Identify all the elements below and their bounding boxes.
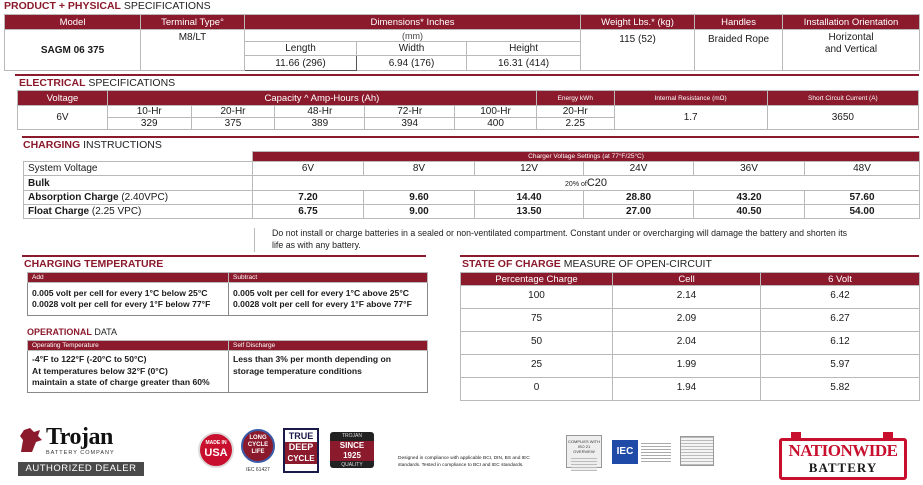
trojan-horse-icon (18, 426, 44, 454)
header-length: Length (245, 42, 357, 56)
energy-value: 2.25 (536, 118, 614, 130)
cell-length: 11.66 (296) (245, 56, 357, 71)
warning-divider (254, 228, 256, 252)
cell-voltage: 6V (18, 106, 108, 130)
section-title-state-of-charge: STATE OF CHARGE MEASURE OF OPEN-CIRCUIT (462, 258, 712, 270)
true-deep-cycle-badge: TRUE DEEP CYCLE (283, 428, 319, 473)
since-1925-badge: TROJAN SINCE 1925 QUALITY (330, 432, 374, 468)
absorption-24v: 28.80 (584, 191, 694, 205)
rate-100hr: 100-Hr (455, 106, 537, 118)
header-add: Add (28, 273, 229, 283)
header-width: Width (357, 42, 467, 56)
battery-council-badge (641, 442, 671, 462)
authorized-dealer-banner: AUTHORIZED DEALER (18, 462, 144, 476)
cell-subtract: 0.005 volt per cell for every 1°C above 25°C 0.0028 volt per cell for every 1°F above 77°F (229, 283, 428, 316)
operational-table (27, 340, 428, 393)
cell-add: 0.005 volt per cell for every 1°C below 25°C 0.0028 volt per cell for every 1°F below 77°F (28, 283, 229, 316)
trojan-certification-badge (680, 436, 714, 466)
cell-resistance: 1.7 (614, 106, 767, 130)
rate-72hr: 72-Hr (365, 106, 455, 118)
capacity-48hr: 389 (275, 118, 365, 130)
float-48v: 54.00 (805, 205, 920, 219)
label-bulk: Bulk (24, 176, 253, 191)
header-voltage: Voltage (18, 91, 108, 106)
rate-10hr: 10-Hr (107, 106, 191, 118)
header-capacity: Capacity ^ Amp-Hours (Ah) (107, 91, 536, 106)
system-voltage-8v: 8V (364, 162, 475, 176)
header-6volt: 6 Volt (761, 273, 920, 286)
system-voltage-12v: 12V (475, 162, 584, 176)
cell-orientation: Horizontal and Vertical (783, 30, 920, 71)
cell-height: 16.31 (414) (467, 56, 581, 71)
charging-warning: Do not install or charge batteries in a sealed or non-ventilated compartment. Constant under or overcharging will damage the battery and shorten its life as with any battery. (272, 228, 848, 250)
system-voltage-36v: 36V (694, 162, 805, 176)
label-absorption: Absorption Charge (2.40VPC) (24, 191, 253, 205)
divider-charging-temp (22, 255, 426, 257)
system-voltage-48v: 48V (805, 162, 920, 176)
cell-handles: Braided Rope (695, 30, 783, 71)
cell-weight: 115 (52) (581, 30, 695, 71)
soc-6volt: 6.27 (761, 309, 920, 332)
cell-short-circuit: 3650 (767, 106, 918, 130)
float-8v: 9.00 (364, 205, 475, 219)
soc-6volt: 5.82 (761, 378, 920, 401)
header-resistance: Internal Resistance (mΩ) (614, 91, 767, 106)
soc-percent: 0 (461, 378, 613, 401)
label-system-voltage: System Voltage (24, 162, 253, 176)
bulk-value: 20% ofC20 (253, 176, 920, 191)
cell-terminal: M8/LT (141, 30, 245, 71)
header-cell: Cell (613, 273, 761, 286)
header-self-discharge: Self Discharge (229, 341, 428, 351)
soc-cell: 2.09 (613, 309, 761, 332)
soc-6volt: 5.97 (761, 355, 920, 378)
soc-6volt: 6.42 (761, 286, 920, 309)
soc-percent: 100 (461, 286, 613, 309)
soc-percent: 25 (461, 355, 613, 378)
system-voltage-24v: 24V (584, 162, 694, 176)
trojan-sub: BATTERY COMPANY (46, 450, 115, 456)
made-in-usa-badge: MADE IN USA (198, 432, 234, 468)
header-dimensions: Dimensions* Inches (245, 15, 581, 30)
energy-rate: 20-Hr (536, 106, 614, 118)
section-title-charging: CHARGING INSTRUCTIONS (23, 139, 162, 151)
label-float: Float Charge (2.25 VPC) (24, 205, 253, 219)
section-title-charging-temp: CHARGING TEMPERATURE (24, 258, 164, 270)
header-energy: Energy kWh (536, 91, 614, 106)
dimensions-unit: (mm) (245, 30, 581, 42)
divider-charging (22, 136, 919, 138)
absorption-48v: 57.60 (805, 191, 920, 205)
header-orientation: Installation Orientation (783, 15, 920, 30)
soc-6volt: 6.12 (761, 332, 920, 355)
float-12v: 13.50 (475, 205, 584, 219)
trojan-logo (18, 426, 146, 478)
soc-percent: 75 (461, 309, 613, 332)
header-height: Height (467, 42, 581, 56)
rate-48hr: 48-Hr (275, 106, 365, 118)
cell-operating-temp: -4°F to 122°F (-20°C to 50°C) At temperatures below 32°F (0°C) maintain a state of charge greater than 60% (28, 351, 229, 393)
header-percentage: Percentage Charge (461, 273, 613, 286)
soc-percent: 50 (461, 332, 613, 355)
product-table (4, 14, 920, 71)
capacity-20hr: 375 (191, 118, 275, 130)
iso-compliance-badge: COMPLIES WITH ISO 21 OVERVIEW (566, 435, 602, 468)
header-operating-temp: Operating Temperature (28, 341, 229, 351)
section-title-operational: OPERATIONAL DATA (27, 327, 118, 337)
electrical-table (17, 90, 919, 130)
long-cycle-life-badge: LONG CYCLE LIFE IEC 61427 (240, 429, 276, 479)
section-title-product: PRODUCT + PHYSICAL SPECIFICATIONS (4, 0, 211, 12)
header-handles: Handles (695, 15, 783, 30)
capacity-100hr: 400 (455, 118, 537, 130)
soc-cell: 1.94 (613, 378, 761, 401)
header-model: Model (5, 15, 141, 30)
charging-temp-table (27, 272, 428, 316)
state-of-charge-table (460, 272, 920, 401)
float-6v: 6.75 (253, 205, 364, 219)
soc-cell: 2.14 (613, 286, 761, 309)
float-24v: 27.00 (584, 205, 694, 219)
iec-badge: IEC (612, 440, 638, 464)
rate-20hr: 20-Hr (191, 106, 275, 118)
divider-electrical (15, 74, 919, 76)
system-voltage-6v: 6V (253, 162, 364, 176)
header-subtract: Subtract (229, 273, 428, 283)
section-title-electrical: ELECTRICAL SPECIFICATIONS (19, 77, 176, 89)
absorption-6v: 7.20 (253, 191, 364, 205)
soc-cell: 2.04 (613, 332, 761, 355)
cell-self-discharge: Less than 3% per month depending on storage temperature conditions (229, 351, 428, 393)
absorption-8v: 9.60 (364, 191, 475, 205)
float-36v: 40.50 (694, 205, 805, 219)
absorption-12v: 14.40 (475, 191, 584, 205)
capacity-72hr: 394 (365, 118, 455, 130)
header-charger-settings: Charger Voltage Settings (at 77°F/25°C) (253, 152, 920, 162)
divider-state-of-charge (460, 255, 919, 257)
compliance-text: Designed in compliance with applicable BCI, DIN, BS and IEC standards. Tested in compliance to BCI and IEC standards. (398, 456, 530, 468)
soc-cell: 1.99 (613, 355, 761, 378)
trojan-wordmark: Trojan (46, 424, 113, 450)
charging-table (23, 151, 920, 219)
absorption-36v: 43.20 (694, 191, 805, 205)
header-terminal: Terminal Type° (141, 15, 245, 30)
cell-width: 6.94 (176) (357, 56, 467, 71)
nationwide-battery-logo: NATIONWIDE BATTERY (779, 432, 907, 480)
header-short-circuit: Short Circuit Current (A) (767, 91, 918, 106)
capacity-10hr: 329 (107, 118, 191, 130)
header-weight: Weight Lbs.* (kg) (581, 15, 695, 30)
cell-model: SAGM 06 375 (5, 30, 141, 71)
